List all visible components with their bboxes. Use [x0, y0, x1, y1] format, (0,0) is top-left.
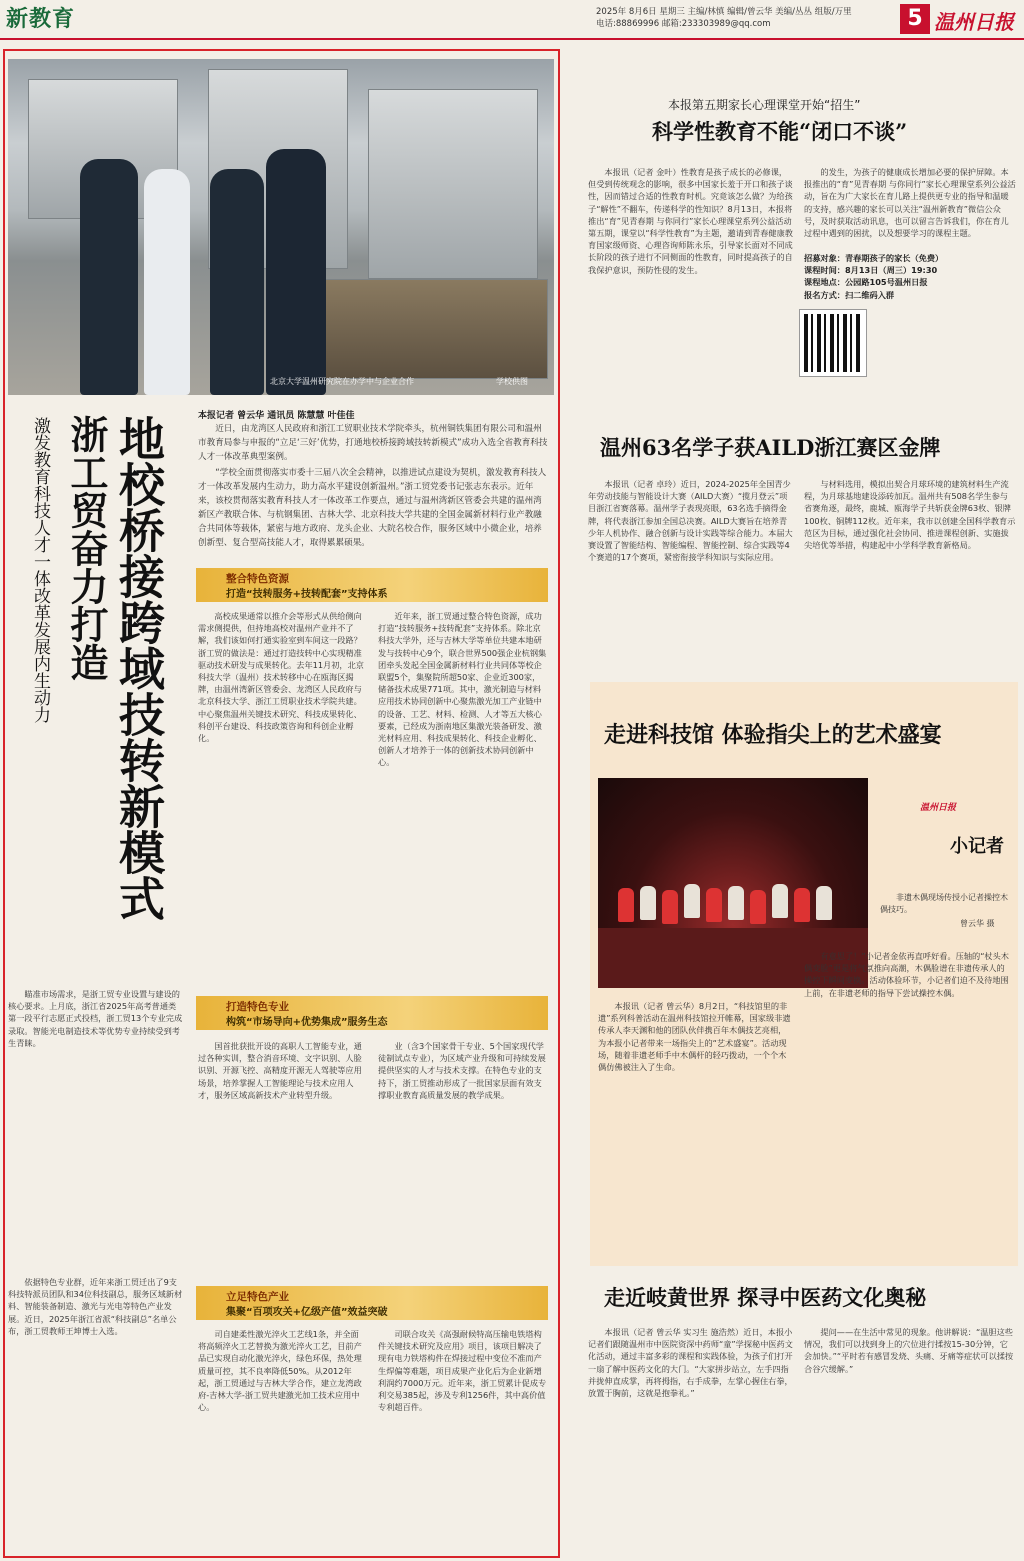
- section3-column-0: 依据特色专业群，近年来浙工贸迁出了9支科技特派员团队和34位科技副总，服务区域新材料、智能装备制造、激光与光电等特色产业发展。近日，2025年浙江省派“科技副总”名单公布，浙工贸教师王坤博士入选。: [8, 1277, 183, 1336]
- section-banner-subtitle: 集聚“百项攻关+亿级产值”效益突破: [226, 1307, 388, 1318]
- newspaper-logo: 温州日报: [934, 10, 1014, 34]
- section1-column-2: 近年来，浙工贸通过整合特色资源，成功打造“技转服务+技转配套”支持体系。除北京科技大学外，还与吉林大学等单位共建本地研发与技转中心9个，联合世界500强企业杭钢集团牵头发起全国金属新材料行业共同体等校企联盟5个，集聚院所超50家、企业近300家，储备技术成果771项。其中，激光制造与材料应用技术协同创新中心聚焦激光加工产业链中的设备、工艺、材料、检测、人才等五大核心要素，已经成为浙南地区集激光装备研发、激光材料应用、科技成果转化、科技企业孵化、创新人才培养于一体的创新技术协同创新中心。: [378, 611, 547, 768]
- science-column-2: 有意思了！”小记者金依再直呼好看。压轴的“杖头木偶变脸”更是将气氛推向高潮，木偶脸谱在非遗传承人的操控下瞬间变换。活动体验环节，小记者们迫不及待地围上前，在非遗老师的指导下尝试操控木偶。: [804, 951, 1009, 998]
- parenting-kicker: 本报第五期家长心理课堂开始“招生”: [668, 98, 861, 112]
- section-banner-subtitle: 构筑“市场导向+优势集成”服务生态: [226, 1017, 388, 1028]
- main-headline: 地校桥接跨域技转新模式: [112, 415, 166, 921]
- science-photo-credit: 曾云华 摄: [960, 919, 995, 928]
- feature-lead-continued: “学校全面贯彻落实市委十三届八次全会精神，以推进试点建设为契机，激发教育科技人才一体改革发展内生动力，助力高水平建设创新温州。”浙工贸党委书记张志东表示。近年来，该校贯彻落实教育科技人才一体改革工作要点，通过与温州湾新区管委会共建的温州湾新区产教联合体、与杭钢集团、吉林大学、北京科技大学共建的全国金属新材料行业产教融合共同体等载体，紧密与地方政府、龙头企业、大院名校合作，服务区域中小微企业，培养创新型、复合型高技能人才，取得累累硕果。: [198, 468, 547, 548]
- section-title: 新教育: [6, 6, 76, 32]
- section2-column-0: 瞄准市场需求，是浙工贸专业设置与建设的核心要求。上月底，浙江省2025年高考普通类第一段平行志愿正式投档，浙工贸13个专业完成录取。智能光电制造技术等优势专业持续受到考生青睐。: [8, 989, 183, 1048]
- parenting-column-1: 本报讯（记者 金叶）性教育是孩子成长的必修课，但受到传统观念的影响，很多中国家长羞于开口和孩子谈性，因而错过合适的性教育时机。究竟该怎么做？为给孩子“解性”不翻车，传递科学的性知识？8月13日，本报将推出“育”见青春期 与你同行”家长心理课堂系列公益活动第五期，课堂以“科学性教育”为主题，邀请到青春健康教育国家级师资、心理咨询师陈永乐，引导家长面对不同成长阶段的孩子进行不同侧面的性教育，同时提高孩子的自我保护意识，预防性侵的发生。: [588, 167, 793, 275]
- signup-target: 招募对象：青春期孩子的家长（免费）: [804, 253, 944, 263]
- course-place: 课程地点：公园路105号温州日报: [804, 277, 928, 288]
- science-photo-caption: 非遗木偶现场传授小记者操控木偶技巧。: [880, 893, 1008, 914]
- feature-photo: [8, 59, 554, 395]
- main-headline-secondary: 浙工贸奋力打造: [64, 415, 109, 681]
- aild-column-2: 与材料选用，模拟出契合月球环境的建筑材料生产流程，为月球基地建设添砖加瓦。温州共有508名学生参与省赛角逐，最终，鹿城、瓯海学子共斩获金牌63枚、银牌100枚、铜牌112枚。近年来，我市以创建全国科学教育示范区为目标，通过强化社会协同、推进课程创新、实施拔尖培优等举措，构建起中小学科学教育新格局。: [804, 479, 1016, 551]
- main-subheadline: 激发教育科技人才一体改革发展内生动力: [30, 417, 50, 723]
- section2-column-2: 业（含3个国家骨干专业、5个国家现代学徒制试点专业），为区域产业升级和可持续发展提供坚实的人才与技术支撑。在特色专业的支持下，浙工贸推动形成了一批国家层面有效支撑职业教育高质量发展的教学成果。: [378, 1041, 546, 1100]
- section3-column-1: 司自建柔性激光淬火工艺线1条，并全面将高频淬火工艺替换为激光淬火工艺，目前产品已实现自动化激光淬火，绿色环保，热处理质量可控，其不良率降低50%。从2012年起，浙工贸通过与吉林大学合作，建立龙湾政府-吉林大学-浙工贸共建激光加工技术应用中心。: [198, 1329, 362, 1413]
- section-banner-majors: [196, 996, 548, 1030]
- photo-caption: 北京大学温州研究院在办学中与企业合作: [270, 377, 414, 386]
- section-banner-resources: [196, 568, 548, 602]
- section-banner-title: 整合特色资源: [226, 573, 289, 585]
- parenting-headline: 科学性教育不能“闭口不谈”: [652, 119, 908, 144]
- page-number: 5: [900, 4, 930, 34]
- section2-column-1: 国首批获批开设的高职人工智能专业，通过各种实训，整合消音环境、文字识别、人脸识别、开源飞控、高精度开源无人驾驶等应用场景，培养掌握人工智能理论与技术应用人才，服务区域高新技术产业转型升级。: [198, 1041, 362, 1100]
- aild-headline: 温州63名学子获AILD浙江赛区金牌: [600, 435, 941, 460]
- section-banner-industry: [196, 1286, 548, 1320]
- qr-code[interactable]: [800, 310, 866, 376]
- logo-seal: 温州日报: [920, 803, 957, 813]
- feature-byline: 本报记者 曾云华 通讯员 陈慧慧 叶佳佳: [198, 411, 355, 421]
- section-banner-title: 打造特色专业: [226, 1001, 289, 1013]
- section1-column-1: 高校成果通常以推介会等形式从供给侧向需求侧提供，但持地高校对温州产业并不了解，我们该如何打通实验室到车间这一段路？浙工贸的做法是：通过打造技转中心实现精准驱动技术研发与成果转化。去年11月初，北京科技大学（温州）技术转移中心在瓯海区揭牌，由温州湾新区管委会、龙湾区人民政府与北京科技大学、浙江工贸职业技术学院共建。中心聚焦温州关键技术研究、科技成果转化、科创平台建设、科技政策咨询和科创企业孵化。: [198, 611, 364, 744]
- date-line: 2025年 8月6日 星期三 主编/林慎 编辑/曾云华 美编/丛丛 组版/万里: [596, 7, 852, 17]
- section-banner-title: 立足特色产业: [226, 1291, 289, 1303]
- parenting-signup-info: [804, 252, 1016, 301]
- feature-lead: 近日，由龙湾区人民政府和浙江工贸职业技术学院牵头，杭州铜铁集团有限公司和温州市教育局参与申报的“立足‘三好’优势，打通地校桥接跨域技转新模式”成功入选全省教育科技人才一体改革典型案例。: [198, 424, 548, 462]
- aild-column-1: 本报讯（记者 卓玲）近日，2024-2025年全国青少年劳动技能与智能设计大赛（AILD大赛）“揽月登云”项目浙江省赛落幕。温州学子表现亮眼，63名选手摘得金牌，将代表浙江参加全国总决赛。AILD大赛旨在培养青少年人机协作、融合创新与设计实践等综合能力。本届大赛设置了智能结构、智能编程、智能控制、综合实践等4个赛道的17个赛项，紧密衔接学科知识与实际应用。: [588, 479, 793, 563]
- tcm-headline: 走近岐黄世界 探寻中医药文化奥秘: [604, 1285, 927, 1310]
- photo-credit: 学校供图: [496, 377, 528, 386]
- signup-method: 报名方式：扫二维码入群: [804, 289, 895, 300]
- course-time: 课程时间：8月13日（周三）19:30: [804, 265, 938, 276]
- section3-column-2: 司联合攻关《高强耐候特高压输电铁塔构件关键技术研究及应用》项目，该项目解决了现有电力铁塔构件在焊接过程中变位不准而产生焊偏等难题，项目成果产业化后为企业新增利润约7000万元。近年来，浙工贸累计促成专利交易385起，涉及专利1256件，其中高价值专利超百件。: [378, 1329, 547, 1413]
- logo-title: 小记者: [950, 836, 1004, 857]
- science-headline: 走进科技馆 体验指尖上的艺术盛宴: [604, 722, 942, 748]
- science-column-1: 本报讯（记者 曾云华）8月2日，“科技馆里的非遗”系列科普活动在温州科技馆拉开帷幕，国家级非遗传承人李天渊和他的团队伙伴携百年木偶技艺亮相，为本报小记者带来一场指尖上的“艺术盛宴”。活动现场，随着非遗老师手中木偶杆的轻巧拨动，一个个木偶仿佛被注入了生命。: [598, 1001, 791, 1073]
- edition-info: [596, 6, 896, 30]
- parenting-column-2: 的发生，为孩子的健康成长增加必要的保护屏障。本报推出的“育”见青春期 与你同行”家长心理课堂系列公益活动，旨在为广大家长在育儿路上提供更专业的指导和温暖的支持，感兴趣的家长可以关注“温州新教育”微信公众号，及时获取活动讯息，也可以留言告诉我们，你在育儿过程中遇到的困扰，以及想要学习的课程主题。: [804, 167, 1016, 239]
- tcm-column-2: 提问——在生活中常见的现象。他讲解说：“温胆这些情况，我们可以找到身上的穴位进行揉按15-30分钟，它会加快。”“平时若有感冒发烧、头痛、牙痛等症状可以揉按合谷穴缓解。”: [804, 1327, 1014, 1374]
- contact-line: 电话:88869996 邮箱:233303989@qq.com: [596, 19, 771, 29]
- section-banner-subtitle: 打造“技转服务+技转配套”支持体系: [226, 589, 388, 600]
- tcm-column-1: 本报讯（记者 曾云华 实习生 施浩然）近日，本报小记者们跟随温州市中医院资深中药师“童”学探秘中医药文化活动，通过丰富多彩的课程和实践体验，为孩子们打开一扇了解中医药文化的大门。“大家拼步站立，左手四指并拢伸直成掌，再将拇指，右手成拳，左掌心握住右拳，放置于胸前，这就是抱拳礼。”: [588, 1327, 793, 1399]
